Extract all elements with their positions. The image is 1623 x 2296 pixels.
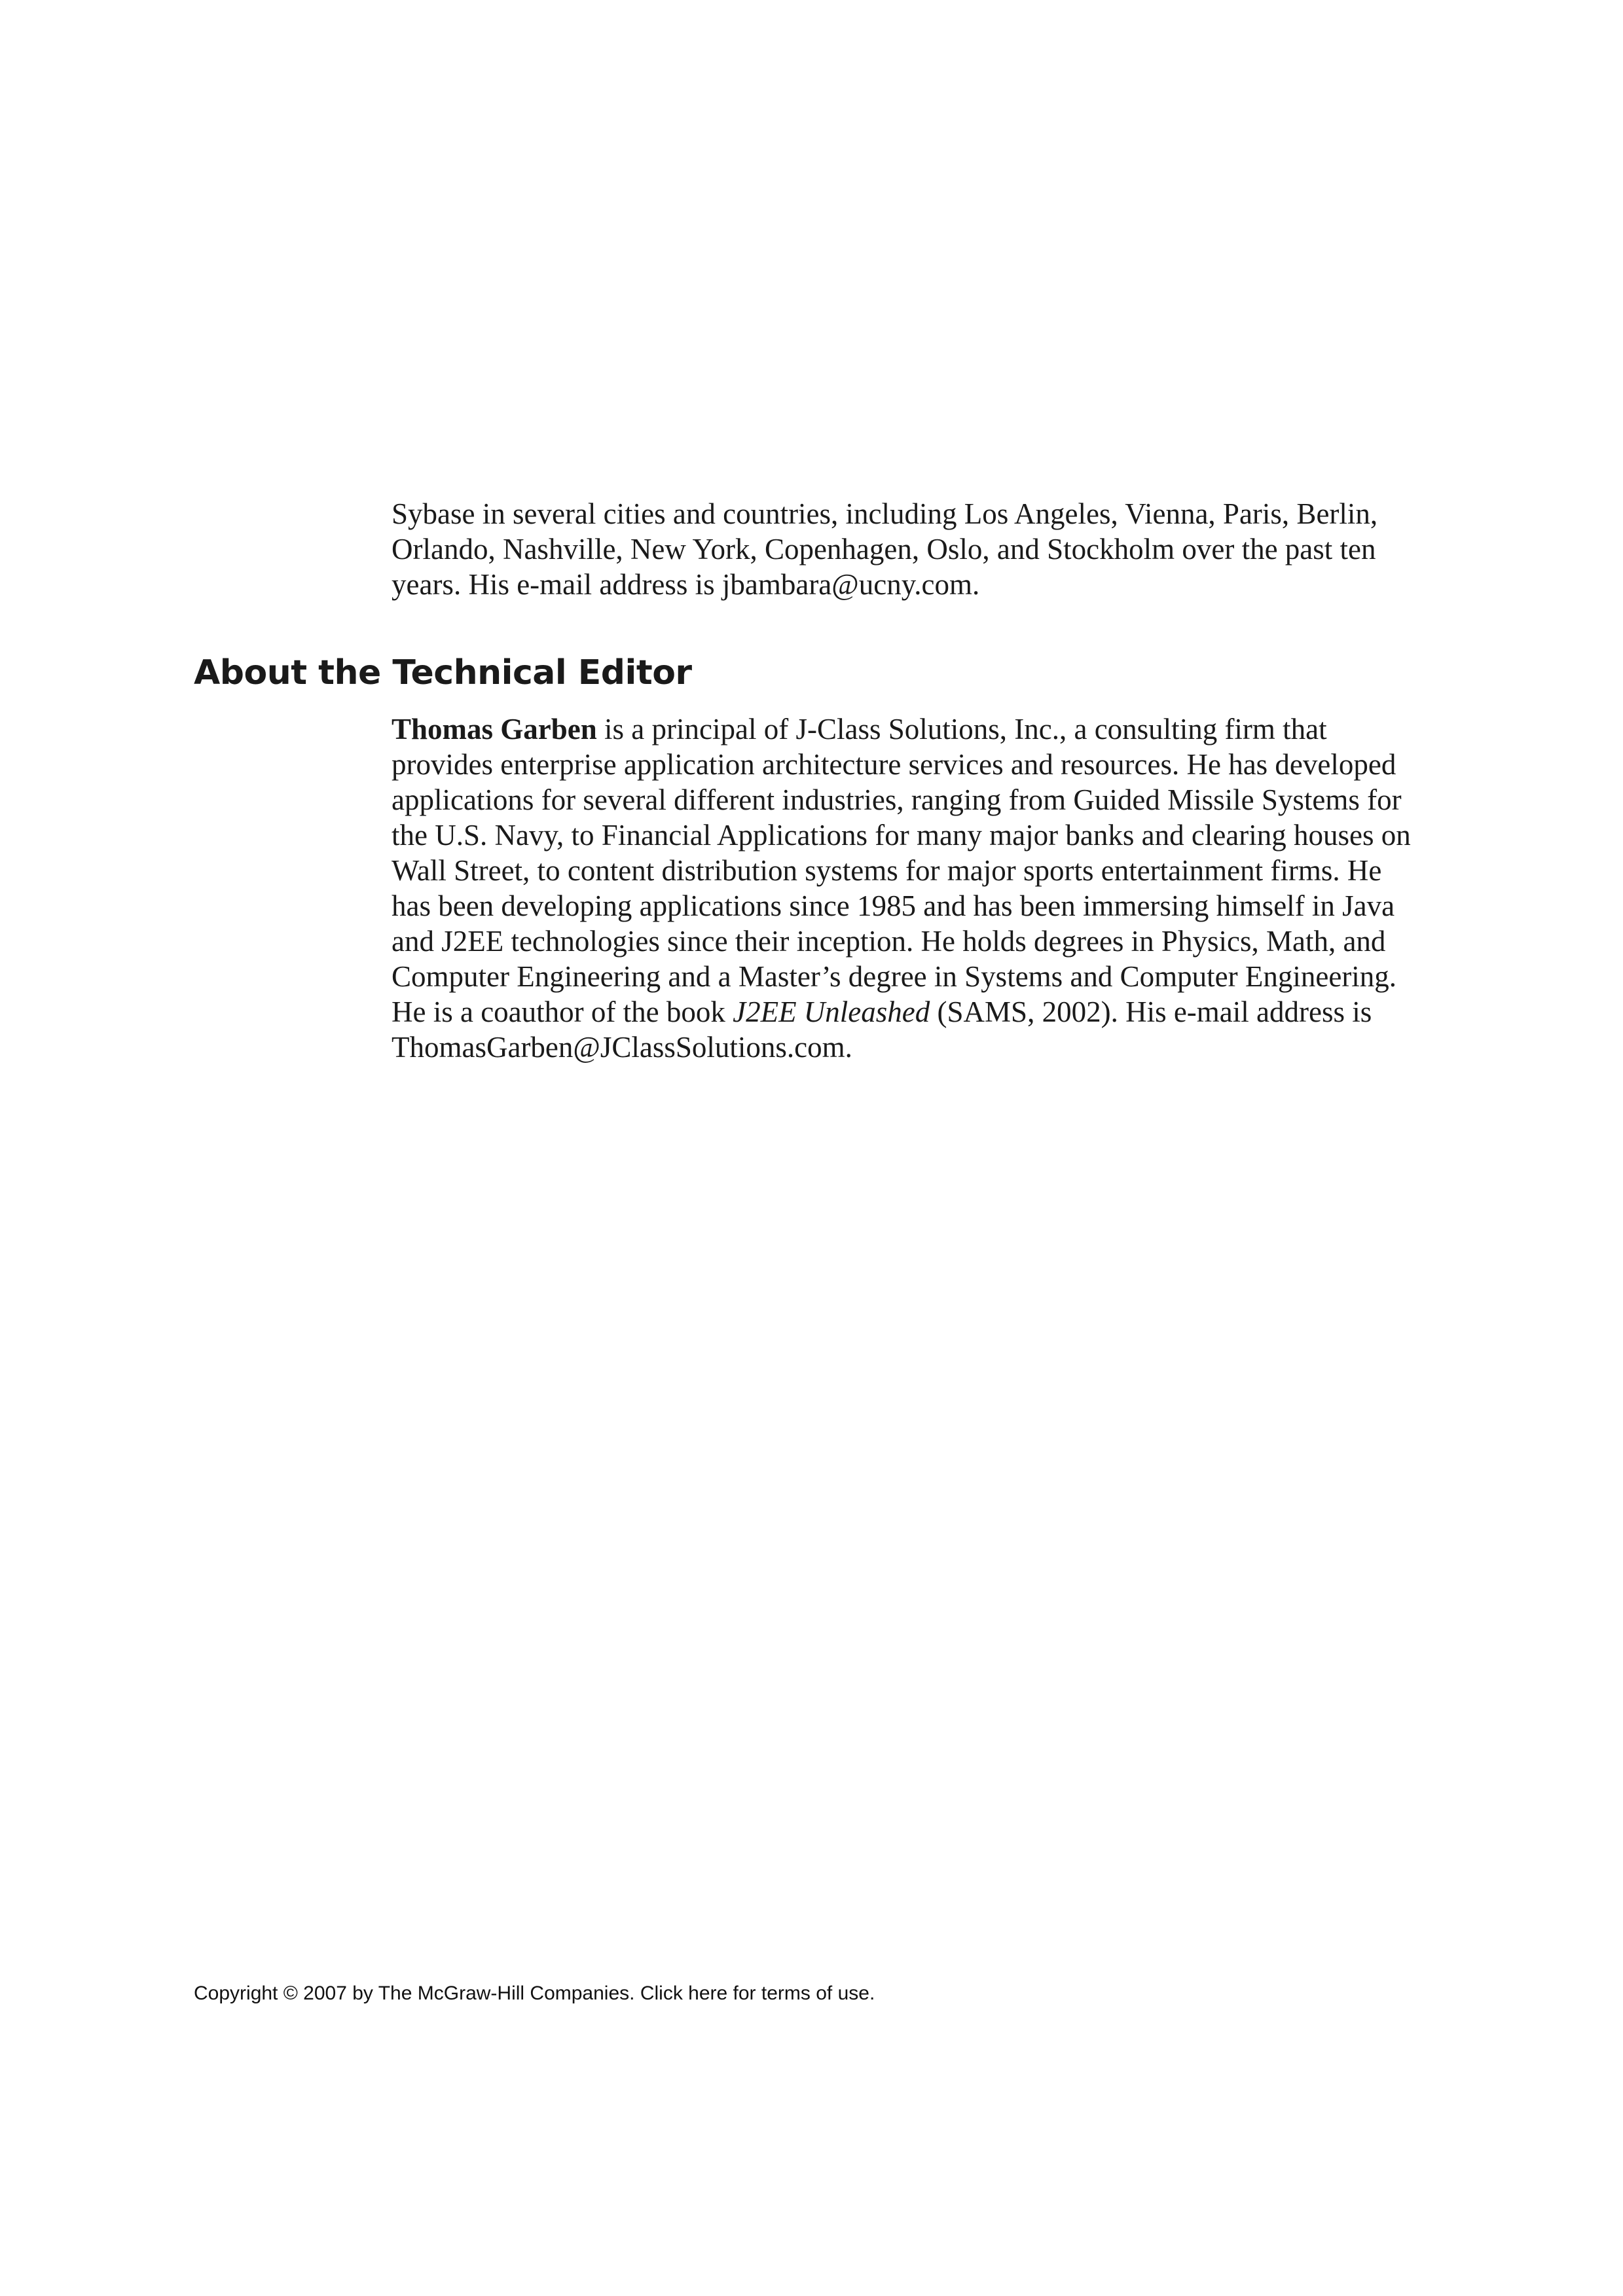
terms-of-use-link[interactable]: Click here for terms of use [640, 1982, 869, 2004]
footer-period: . [869, 1982, 875, 2004]
copyright-text: Copyright © 2007 by The McGraw-Hill Companies. [194, 1982, 635, 2004]
bio-line: and J2EE technologies since their inception. He holds degrees in Physics, Math, and [392, 925, 1386, 958]
editor-name: Thomas Garben [392, 713, 597, 745]
editor-email: ThomasGarben@JClassSolutions.com. [392, 1031, 852, 1064]
copyright-footer [194, 1982, 875, 2005]
bio-line-text: is a principal of J-Class Solutions, Inc., a consulting firm that [596, 713, 1327, 745]
bio-line: Computer Engineering and a Master’s degree in Systems and Computer Engineering. [392, 960, 1397, 993]
bio-line: provides enterprise application architecture services and resources. He has developed [392, 748, 1396, 781]
bio-line: has been developing applications since 1985 and has been immersing himself in Java [392, 889, 1395, 922]
bio-line: applications for several different industries, ranging from Guided Missile Systems for [392, 783, 1402, 816]
bio-line: years. His e-mail address is jbambara@ucny.com. [392, 568, 980, 601]
bio-line: Orlando, Nashville, New York, Copenhagen, Oslo, and Stockholm over the past ten [392, 533, 1376, 565]
bio-line: Wall Street, to content distribution systems for major sports entertainment firms. He [392, 854, 1382, 887]
bio-line [392, 994, 1413, 1030]
bio-line: Sybase in several cities and countries, including Los Angeles, Vienna, Paris, Berlin, [392, 497, 1378, 530]
book-title: J2EE Unleashed [733, 996, 930, 1028]
technical-editor-bio [392, 711, 1413, 1065]
bio-line-text: (SAMS, 2002). His e-mail address is [930, 996, 1372, 1028]
bio-line: the U.S. Navy, to Financial Applications for many major banks and clearing houses on [392, 819, 1411, 852]
bio-line-text: He is a coauthor of the book [392, 996, 733, 1028]
section-heading: About the Technical Editor [194, 653, 692, 692]
bio-line [392, 711, 1413, 747]
author-bio-continued [392, 496, 1413, 602]
